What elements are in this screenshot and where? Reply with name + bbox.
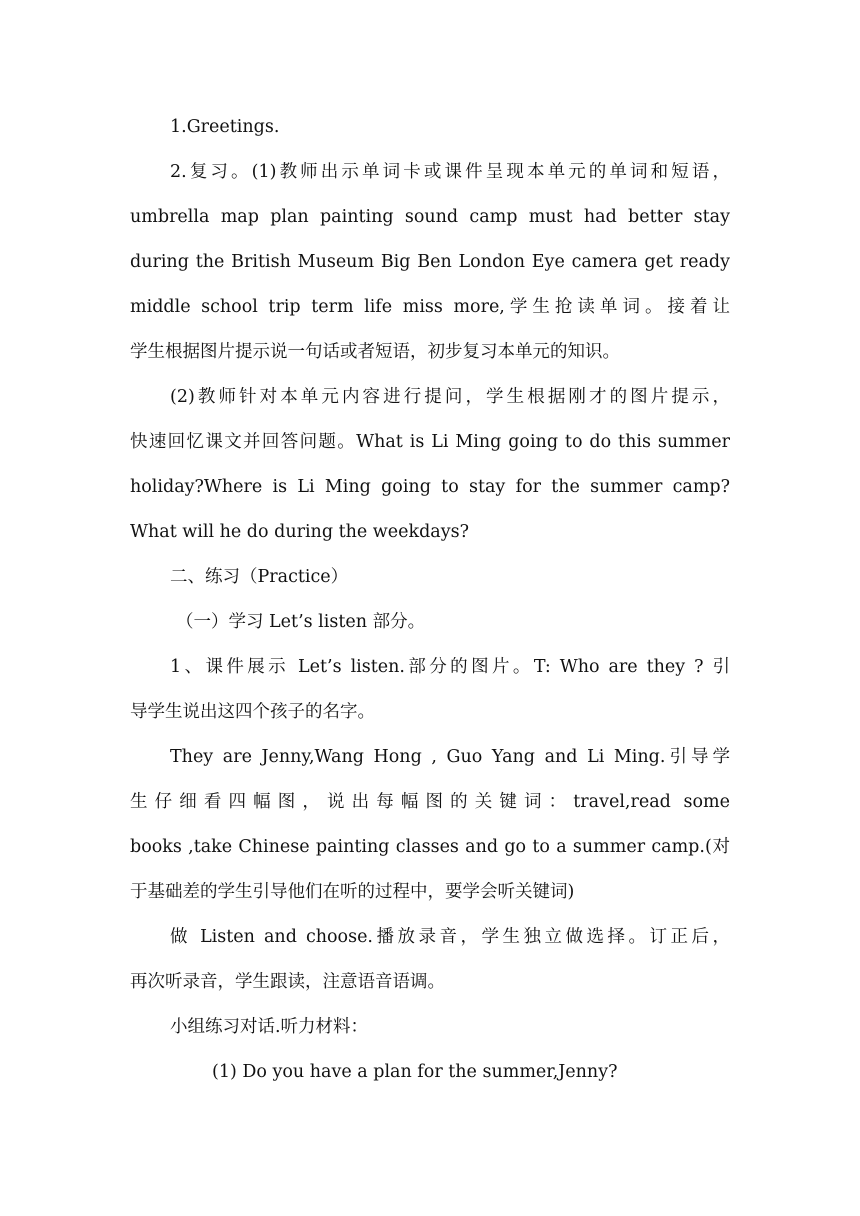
line-question-1: 快速回忆课文并回答问题。What is Li Ming going to do this summer <box>130 432 730 452</box>
line-listening-material-1: (1) Do you have a plan for the summer,Jenny? <box>212 1062 618 1082</box>
line-vocab-3: middle school trip term life miss more,学生抢读单词。接着让 <box>130 297 730 317</box>
line-question-3: What will he do during the weekdays? <box>130 522 469 542</box>
line-review-end: 学生根据图片提示说一句话或者短语，初步复习本单元的知识。 <box>130 342 620 362</box>
line-they-are: They are Jenny,Wang Hong , Guo Yang and Li Ming.引导学 <box>170 747 730 767</box>
subsection-heading-listen: （一）学习 Let’s listen 部分。 <box>176 612 426 632</box>
line-vocab-1: umbrella map plan painting sound camp must had better stay <box>130 207 730 227</box>
line-listen-choose: 做 Listen and choose.播放录音，学生独立做选择。订正后， <box>170 927 730 947</box>
line-repeat-listen: 再次听录音，学生跟读，注意语音语调。 <box>130 972 445 992</box>
line-activities: books ,take Chinese painting classes and go to a summer camp.(对 <box>130 837 730 857</box>
line-question-2: holiday?Where is Li Ming going to stay for the summer camp? <box>130 477 730 497</box>
line-greetings: 1.Greetings. <box>170 117 280 137</box>
line-guide-names: 导学生说出这四个孩子的名字。 <box>130 702 375 722</box>
line-show-pictures: 1、课件展示 Let’s listen.部分的图片。T: Who are they ? 引 <box>170 657 730 677</box>
line-vocab-2: during the British Museum Big Ben London Eye camera get ready <box>130 252 730 272</box>
line-group-practice: 小组练习对话.听力材料： <box>170 1017 369 1037</box>
line-review-intro: 2.复习。(1)教师出示单词卡或课件呈现本单元的单词和短语， <box>170 162 730 182</box>
line-weak-students: 于基础差的学生引导他们在听的过程中，要学会听关键词) <box>130 882 575 902</box>
line-question-intro: (2)教师针对本单元内容进行提问，学生根据刚才的图片提示， <box>170 387 730 407</box>
section-heading-practice: 二、练习（Practice） <box>170 567 349 587</box>
line-keywords: 生仔细看四幅图，说出每幅图的关键词：travel,read some <box>130 792 730 812</box>
